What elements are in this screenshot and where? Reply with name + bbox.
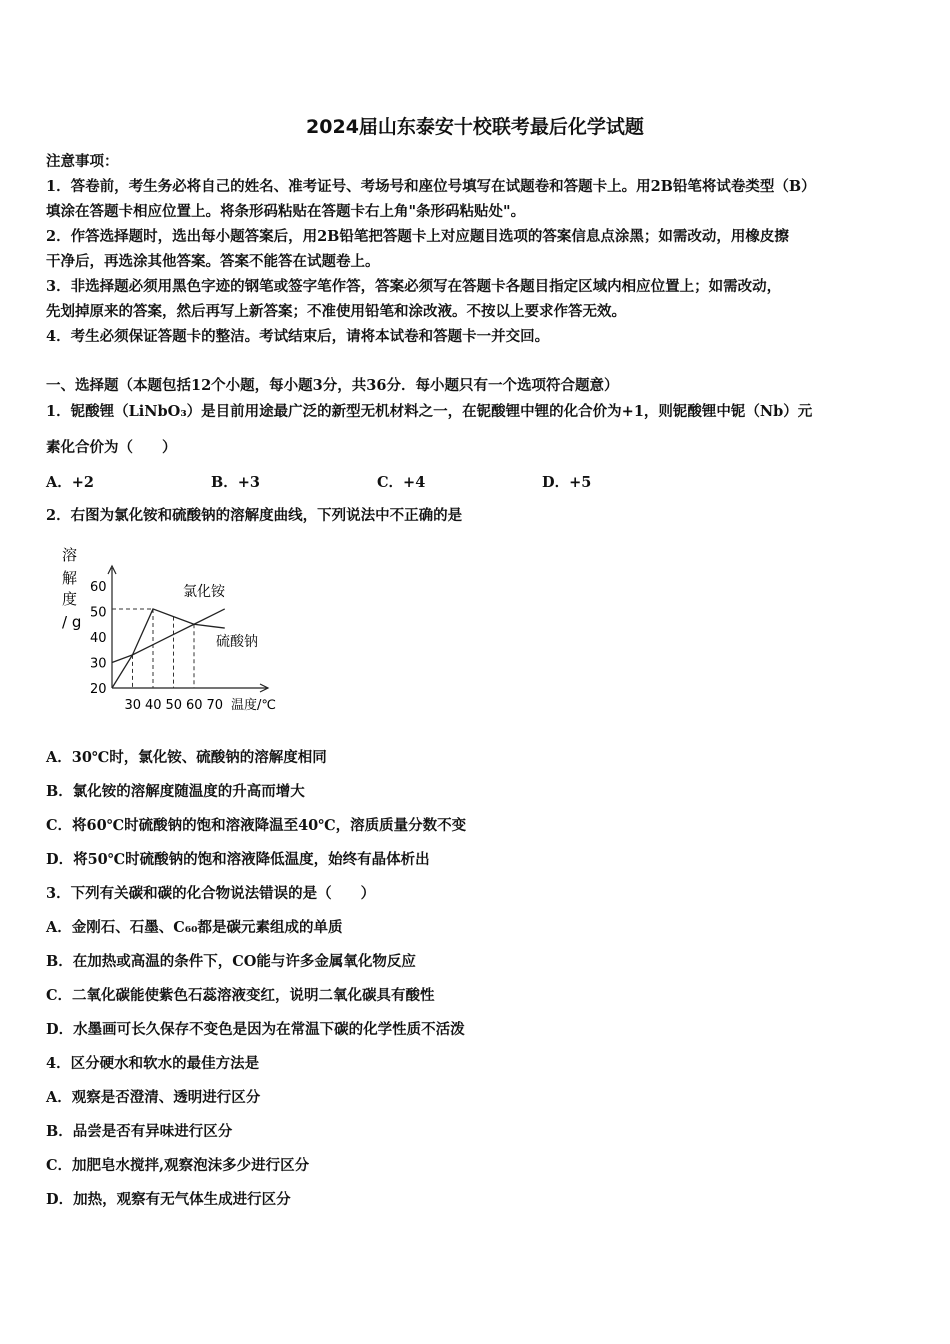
notice-line: 2．作答选择题时，选出每小题答案后，用2B铅笔把答题卡上对应题目选项的答案信息点涂黑；如需改动，用橡皮擦 bbox=[46, 228, 789, 245]
q4-stem: 4．区分硬水和软水的最佳方法是 bbox=[46, 1055, 260, 1072]
q4-option-b[interactable]: B．品尝是否有异味进行区分 bbox=[46, 1123, 233, 1140]
q3-option-c[interactable]: C．二氧化碳能使紫色石蕊溶液变红，说明二氧化碳具有酸性 bbox=[46, 987, 435, 1004]
q1-option-d[interactable]: D．+5 bbox=[542, 474, 592, 491]
series-line-na2so4 bbox=[112, 609, 225, 688]
notice-line: 先划掉原来的答案，然后再写上新答案；不准使用铅笔和涂改液。不按以上要求作答无效。 bbox=[46, 303, 626, 320]
y-axis-label-char: 度 bbox=[62, 590, 78, 608]
notice-line: 填涂在答题卡相应位置上。将条形码粘贴在答题卡右上角"条形码粘贴处"。 bbox=[46, 203, 526, 220]
q1-option-b[interactable]: B．+3 bbox=[211, 474, 260, 491]
x-tick-label: 60 bbox=[186, 698, 203, 713]
section-heading: 一、选择题（本题包括12个小题，每小题3分，共36分．每小题只有一个选项符合题意） bbox=[46, 377, 619, 394]
q2-option-a[interactable]: A．30℃时，氯化铵、硫酸钠的溶解度相同 bbox=[46, 749, 327, 766]
notice-line: 干净后，再选涂其他答案。答案不能答在试题卷上。 bbox=[46, 253, 380, 270]
series-line-nh4cl bbox=[112, 609, 225, 663]
q2-option-d[interactable]: D．将50℃时硫酸钠的饱和溶液降低温度，始终有晶体析出 bbox=[46, 851, 430, 868]
q4-option-a[interactable]: A．观察是否澄清、透明进行区分 bbox=[46, 1089, 261, 1106]
y-tick-label: 20 bbox=[90, 682, 107, 697]
y-axis-label-char: 溶 bbox=[62, 546, 78, 564]
q1-option-c[interactable]: C．+4 bbox=[377, 474, 426, 491]
q2-stem: 2．右图为氯化铵和硫酸钠的溶解度曲线，下列说法中不正确的是 bbox=[46, 507, 463, 524]
solubility-chart bbox=[50, 538, 310, 728]
notice-line: 1．答卷前，考生务必将自己的姓名、准考证号、考场号和座位号填写在试题卷和答题卡上。用2B铅笔将试卷类型（B） bbox=[46, 178, 816, 195]
q2-option-b[interactable]: B．氯化铵的溶解度随温度的升高而增大 bbox=[46, 783, 305, 800]
notice-line: 4．考生必须保证答题卡的整洁。考试结束后，请将本试卷和答题卡一并交回。 bbox=[46, 328, 550, 345]
y-axis-label-char: / g bbox=[62, 613, 82, 631]
y-tick-label: 40 bbox=[90, 631, 107, 646]
x-tick-label: 50 bbox=[165, 698, 183, 713]
q3-stem: 3．下列有关碳和碳的化合物说法错误的是（ ） bbox=[46, 885, 376, 902]
q4-option-c[interactable]: C．加肥皂水搅拌,观察泡沫多少进行区分 bbox=[46, 1157, 310, 1174]
x-axis-label: 温度/℃ bbox=[231, 698, 276, 713]
q1-option-a[interactable]: A．+2 bbox=[46, 474, 94, 491]
q4-option-d[interactable]: D．加热，观察有无气体生成进行区分 bbox=[46, 1191, 291, 1208]
notice-line: 3．非选择题必须用黑色字迹的钢笔或签字笔作答，答案必须写在答题卡各题目指定区域内相应位置上；如需改动， bbox=[46, 278, 782, 295]
q1-stem-cont: 素化合价为（ ） bbox=[46, 439, 177, 456]
q3-option-d[interactable]: D．水墨画可长久保存不变色是因为在常温下碳的化学性质不活泼 bbox=[46, 1021, 465, 1038]
series-label-na2so4: 硫酸钠 bbox=[216, 634, 258, 650]
q3-option-b[interactable]: B．在加热或高温的条件下，CO能与许多金属氧化物反应 bbox=[46, 953, 416, 970]
q1-stem: 1．铌酸锂（LiNbO₃）是目前用途最广泛的新型无机材料之一，在铌酸锂中锂的化合价为+1，则铌酸锂中铌（Nb）元 bbox=[46, 403, 813, 420]
y-tick-label: 60 bbox=[90, 580, 107, 595]
q3-option-a[interactable]: A．金刚石、石墨、C₆₀都是碳元素组成的单质 bbox=[46, 919, 343, 936]
notice-heading: 注意事项： bbox=[46, 153, 119, 170]
series-label-nh4cl: 氯化铵 bbox=[183, 584, 225, 600]
x-tick-label: 70 bbox=[206, 698, 224, 713]
y-axis-label-char: 解 bbox=[62, 569, 78, 587]
y-tick-label: 30 bbox=[90, 656, 107, 672]
q2-option-c[interactable]: C．将60℃时硫酸钠的饱和溶液降温至40℃，溶质质量分数不变 bbox=[46, 817, 467, 834]
x-tick-label: 30 bbox=[124, 698, 142, 713]
x-tick-label: 40 bbox=[145, 698, 162, 713]
page-title: 2024届山东泰安十校联考最后化学试题 bbox=[306, 116, 644, 138]
y-tick-label: 50 bbox=[90, 605, 107, 621]
